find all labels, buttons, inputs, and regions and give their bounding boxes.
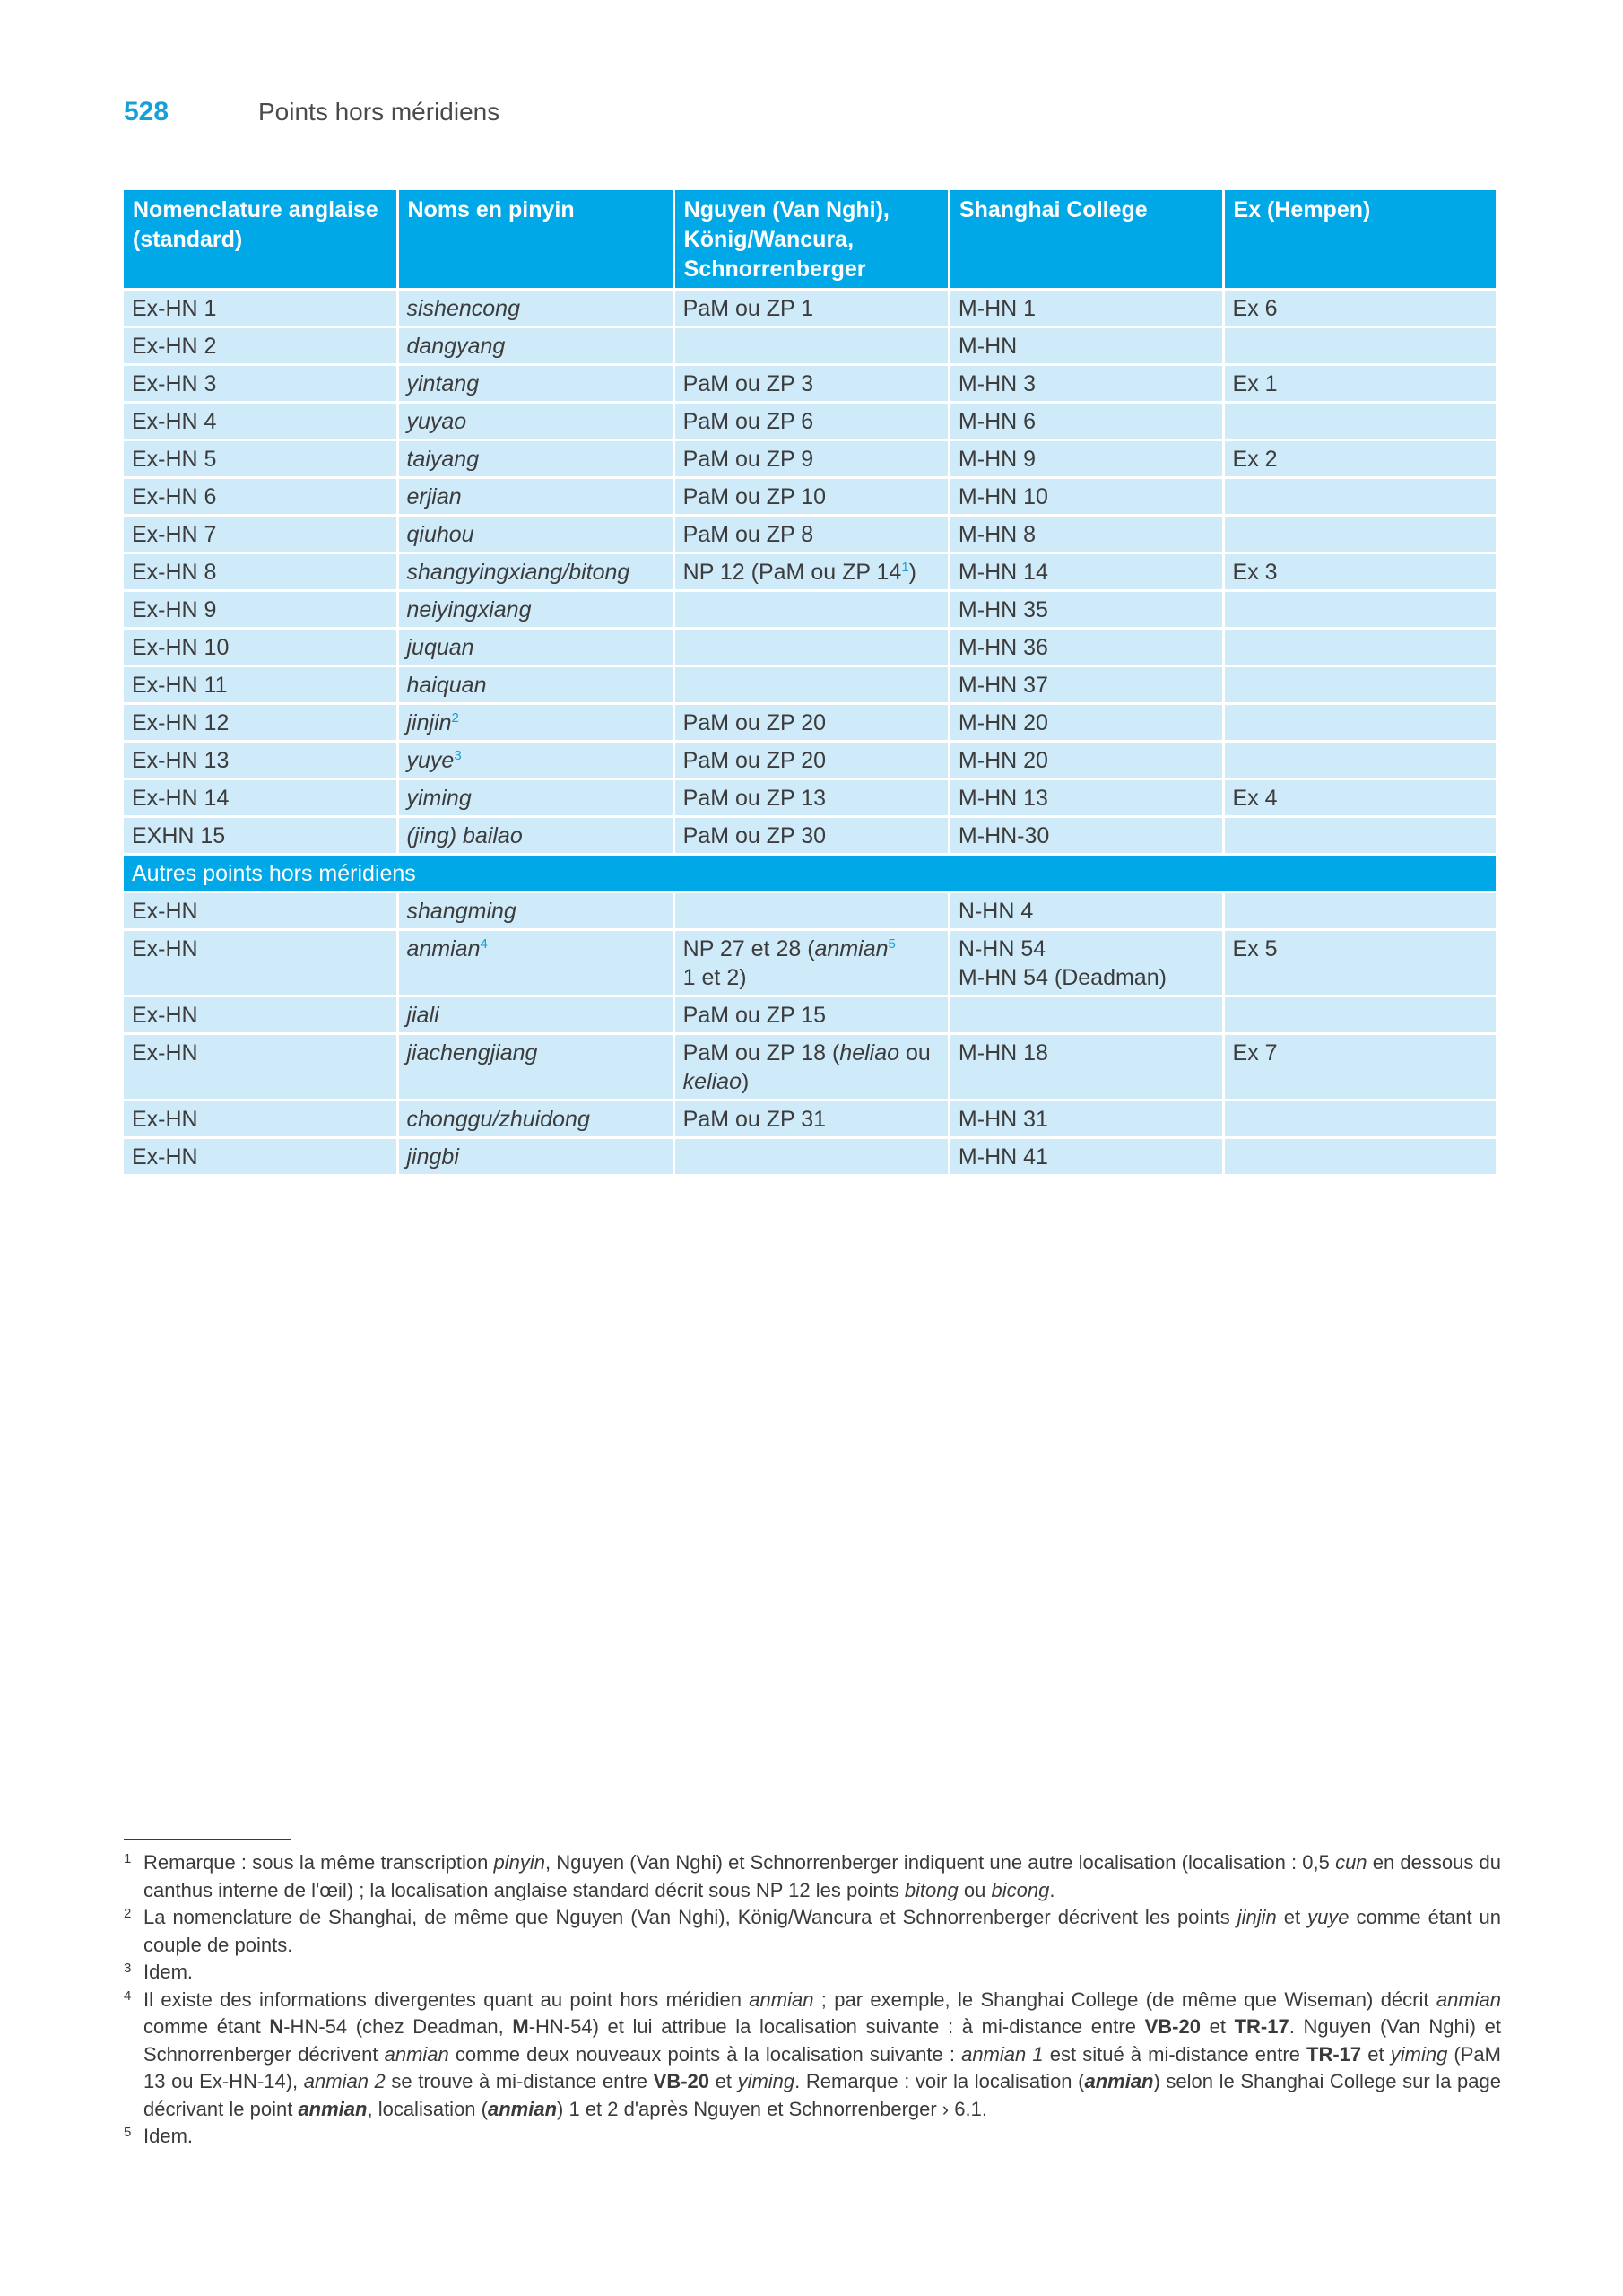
cell-nom: Ex-HN 3: [124, 366, 396, 404]
fn-seg: -HN-54 (chez Deadman,: [283, 2015, 513, 2038]
cell-nguyen: PaM ou ZP 10: [675, 479, 948, 517]
fn-seg: Remarque : sous la même transcription: [143, 1851, 494, 1874]
footnote-number: 3: [124, 1961, 132, 1976]
footnote-number: 4: [124, 1987, 132, 2004]
header-text: Ex (Hempen): [1233, 197, 1371, 222]
table-row: [124, 893, 1496, 931]
cell-nom: Ex-HN 2: [124, 328, 396, 366]
fn-seg: ) selon le Shanghai College sur la page décrivant le point: [143, 2070, 1501, 2120]
fn-seg: . Nguyen (Van Nghi) et Schnorrenberger décrivent: [143, 2015, 1501, 2066]
cell-hempen: Ex 6: [1225, 291, 1496, 328]
cell-shanghai: M-HN 3: [950, 366, 1222, 404]
cell-line: [683, 1039, 940, 1067]
fn-seg: ) 1 et 2 d'après Nguyen et Schnorrenberger › 6.1.: [557, 2097, 987, 2120]
fn-seg: anmian: [384, 2042, 449, 2066]
fn-seg: La nomenclature de Shanghai, de même que Nguyen (Van Nghi), König/Wancura et Schnorrenberger décrivent les points: [143, 1906, 1237, 1928]
cell-nguyen: [675, 1035, 948, 1101]
cell-nguyen: PaM ou ZP 9: [675, 441, 948, 479]
cell-shanghai: M-HN: [950, 328, 1222, 366]
cell-pinyin: dangyang: [399, 328, 673, 366]
fn-seg: , localisation (: [367, 2097, 488, 2120]
cell-nom: Ex-HN: [124, 893, 396, 931]
table-row: [124, 592, 1496, 630]
cell-text: anmian: [406, 936, 481, 961]
fn-seg: anmian: [298, 2097, 368, 2120]
footnote-number: 2: [124, 1906, 132, 1921]
fn-seg: anmian: [487, 2097, 558, 2120]
page-number: 528: [124, 97, 169, 126]
table-header-row: [124, 190, 1496, 291]
cell-hempen: [1225, 328, 1496, 366]
cell-nom: Ex-HN 11: [124, 667, 396, 705]
cell-hempen: [1225, 667, 1496, 705]
table-row: [124, 366, 1496, 404]
fn-seg: yuye: [1307, 1906, 1350, 1928]
fn-seg: -HN-54) et lui attribue la localisation suivante : à mi-distance entre: [528, 2015, 1145, 2038]
cell-hempen: Ex 7: [1225, 1035, 1496, 1101]
cell-pinyin: sishencong: [399, 291, 673, 328]
cell-hempen: [1225, 997, 1496, 1035]
cell-shanghai: [950, 997, 1222, 1035]
header-text: Nomenclature anglaise: [133, 197, 378, 222]
cell-nguyen: PaM ou ZP 30: [675, 818, 948, 856]
cell-text: PaM ou ZP 18 (: [682, 1040, 840, 1065]
header-nomenclature: [124, 190, 396, 291]
cell-nguyen: [675, 554, 948, 592]
section-label: Autres points hors méridiens: [124, 856, 1496, 893]
cell-shanghai: M-HN 37: [950, 667, 1222, 705]
footnotes: [124, 1839, 1501, 2151]
cell-nguyen: [675, 328, 948, 366]
cell-hempen: [1225, 705, 1496, 743]
cell-text: ): [742, 1069, 750, 1094]
cell-pinyin: [399, 705, 673, 743]
cell-pinyin: qiuhou: [399, 517, 673, 554]
fn-seg: . Remarque : voir la localisation (: [794, 2070, 1085, 2092]
cell-nguyen: [675, 667, 948, 705]
fn-seg: TR-17: [1306, 2042, 1362, 2066]
footnote-ref[interactable]: 5: [888, 936, 896, 952]
cell-line: [683, 1067, 940, 1096]
cell-nguyen: [675, 931, 948, 997]
cell-pinyin: [399, 931, 673, 997]
cell-line: N-HN 54: [958, 936, 1046, 961]
cell-hempen: [1225, 818, 1496, 856]
fn-seg: comme étant: [143, 2015, 270, 2038]
table-row: [124, 997, 1496, 1035]
cell-nom: Ex-HN 14: [124, 780, 396, 818]
cell-shanghai: M-HN 14: [950, 554, 1222, 592]
cell-shanghai: [950, 931, 1222, 997]
cell-hempen: Ex 5: [1225, 931, 1496, 997]
footnote-ref[interactable]: 3: [454, 748, 462, 763]
cell-pinyin: yiming: [399, 780, 673, 818]
cell-nom: Ex-HN: [124, 1035, 396, 1101]
fn-seg: se trouve à mi-distance entre: [385, 2070, 654, 2092]
footnote-number: 1: [124, 1851, 132, 1866]
cell-hempen: [1225, 1139, 1496, 1177]
fn-seg: M: [512, 2015, 529, 2038]
table-row: [124, 780, 1496, 818]
cell-pinyin: shangming: [399, 893, 673, 931]
cell-nguyen: PaM ou ZP 15: [675, 997, 948, 1035]
footnote-1: [124, 1849, 1501, 1904]
cell-pinyin: yuyao: [399, 404, 673, 441]
cell-shanghai: N-HN 4: [950, 893, 1222, 931]
cell-pinyin: neiyingxiang: [399, 592, 673, 630]
table-row: [124, 479, 1496, 517]
cell-nguyen: [675, 893, 948, 931]
table-row: [124, 705, 1496, 743]
header-nguyen: [675, 190, 948, 291]
table-row: [124, 441, 1496, 479]
table-row: [124, 667, 1496, 705]
cell-hempen: Ex 2: [1225, 441, 1496, 479]
fn-seg: jinjin: [1237, 1906, 1277, 1928]
footnote-text: [143, 1987, 1501, 2124]
cell-shanghai: M-HN 31: [950, 1101, 1222, 1139]
fn-seg: bitong: [904, 1878, 959, 1901]
cell-nguyen: PaM ou ZP 8: [675, 517, 948, 554]
cell-shanghai: M-HN 41: [950, 1139, 1222, 1177]
cell-nguyen: [675, 592, 948, 630]
cell-hempen: [1225, 743, 1496, 780]
cell-pinyin: chonggu/zhuidong: [399, 1101, 673, 1139]
table-row: [124, 517, 1496, 554]
cell-nom: Ex-HN 10: [124, 630, 396, 667]
cell-shanghai: M-HN 10: [950, 479, 1222, 517]
table-row: [124, 818, 1496, 856]
header-text: Shanghai College: [959, 197, 1148, 222]
fn-seg: , Nguyen (Van Nghi) et Schnorrenberger indiquent une autre localisation (localisation : 0,5: [544, 1851, 1336, 1874]
footnote-text: Idem.: [143, 2125, 194, 2147]
cell-shanghai: M-HN 36: [950, 630, 1222, 667]
fn-seg: ; par exemple, le Shanghai College (de même que Wiseman) décrit: [813, 1987, 1436, 2011]
cell-shanghai: M-HN 6: [950, 404, 1222, 441]
cell-nguyen: PaM ou ZP 20: [675, 743, 948, 780]
table-row: [124, 1101, 1496, 1139]
cell-pinyin: haiquan: [399, 667, 673, 705]
page-header: [124, 97, 499, 133]
cell-hempen: [1225, 479, 1496, 517]
fn-seg: yiming: [1390, 2042, 1448, 2066]
cell-nguyen: [675, 630, 948, 667]
header-text: König/Wancura,: [683, 227, 855, 252]
cell-nom: Ex-HN 8: [124, 554, 396, 592]
fn-seg: et: [709, 2070, 738, 2092]
table-row: [124, 404, 1496, 441]
footnote-ref[interactable]: 4: [480, 936, 488, 952]
cell-shanghai: M-HN 18: [950, 1035, 1222, 1101]
footnote-5: [124, 2123, 1501, 2151]
cell-nguyen: PaM ou ZP 1: [675, 291, 948, 328]
cell-shanghai: M-HN 8: [950, 517, 1222, 554]
cell-text: ou: [899, 1040, 931, 1065]
cell-pinyin: yintang: [399, 366, 673, 404]
fn-seg: et: [1361, 2042, 1391, 2066]
cell-hempen: Ex 3: [1225, 554, 1496, 592]
table-row: [124, 630, 1496, 667]
cell-hempen: [1225, 404, 1496, 441]
fn-seg: anmian: [749, 1987, 814, 2011]
cell-nguyen: PaM ou ZP 20: [675, 705, 948, 743]
cell-hempen: Ex 4: [1225, 780, 1496, 818]
fn-seg: TR-17: [1234, 2015, 1289, 2038]
cell-nguyen: PaM ou ZP 13: [675, 780, 948, 818]
header-text: Nguyen (Van Nghi),: [683, 197, 890, 222]
cell-text: NP 12 (PaM ou ZP 14: [682, 560, 902, 585]
header-text: (standard): [133, 227, 243, 252]
header-pinyin: [399, 190, 673, 291]
cell-nom: Ex-HN 6: [124, 479, 396, 517]
header-hempen: [1225, 190, 1496, 291]
fn-seg: bicong: [991, 1878, 1050, 1901]
fn-seg: .: [1049, 1878, 1055, 1901]
header-shanghai: [950, 190, 1222, 291]
header-text: Schnorrenberger: [683, 257, 866, 282]
cell-line: 1 et 2): [682, 965, 747, 990]
fn-seg: et: [1200, 2015, 1235, 2038]
fn-seg: N: [269, 2015, 284, 2038]
cell-text: keliao: [682, 1069, 742, 1094]
cell-pinyin: shangyingxiang/bitong: [399, 554, 673, 592]
cell-hempen: [1225, 517, 1496, 554]
cell-hempen: [1225, 630, 1496, 667]
cell-nguyen: PaM ou ZP 6: [675, 404, 948, 441]
fn-seg: anmian 2: [303, 2070, 386, 2092]
cell-nom: Ex-HN: [124, 931, 396, 997]
cell-text: NP 27 et 28 (: [682, 936, 815, 961]
table-row: [124, 1139, 1496, 1177]
cell-text: yuye: [406, 748, 455, 773]
cell-hempen: [1225, 1101, 1496, 1139]
fn-seg: anmian: [1084, 2070, 1154, 2092]
cell-pinyin: jiachengjiang: [399, 1035, 673, 1101]
cell-nom: Ex-HN 7: [124, 517, 396, 554]
cell-nom: Ex-HN: [124, 1101, 396, 1139]
cell-nguyen: PaM ou ZP 31: [675, 1101, 948, 1139]
cell-shanghai: M-HN 9: [950, 441, 1222, 479]
cell-text: anmian: [814, 936, 889, 961]
table-row: [124, 328, 1496, 366]
fn-seg: ou: [958, 1878, 992, 1901]
footnote-text: [143, 1904, 1501, 1959]
cell-nom: Ex-HN 5: [124, 441, 396, 479]
footnote-text: Idem.: [143, 1961, 194, 1983]
fn-seg: VB-20: [653, 2070, 710, 2092]
table-row: [124, 931, 1496, 997]
fn-seg: Il existe des informations divergentes quant au point hors méridien: [143, 1987, 750, 2011]
cell-line: M-HN 54 (Deadman): [958, 965, 1167, 990]
cell-shanghai: M-HN 13: [950, 780, 1222, 818]
cell-nom: Ex-HN 1: [124, 291, 396, 328]
cell-nom: EXHN 15: [124, 818, 396, 856]
cell-nguyen: PaM ou ZP 3: [675, 366, 948, 404]
cell-text: jinjin: [406, 710, 452, 735]
cell-pinyin: (jing) bailao: [399, 818, 673, 856]
cell-nom: Ex-HN: [124, 1139, 396, 1177]
footnote-2: [124, 1904, 1501, 1959]
fn-seg: est situé à mi-distance entre: [1043, 2042, 1307, 2066]
header-text: Noms en pinyin: [407, 197, 575, 222]
footnote-ref[interactable]: 1: [901, 560, 909, 575]
cell-pinyin: jingbi: [399, 1139, 673, 1177]
cell-pinyin: juquan: [399, 630, 673, 667]
footnote-3: [124, 1959, 1501, 1987]
cell-hempen: [1225, 893, 1496, 931]
cell-pinyin: jiali: [399, 997, 673, 1035]
fn-seg: yiming: [737, 2070, 795, 2092]
cell-hempen: Ex 1: [1225, 366, 1496, 404]
table-row: [124, 554, 1496, 592]
cell-shanghai: M-HN 35: [950, 592, 1222, 630]
cell-text: ): [908, 560, 916, 585]
fn-seg: comme deux nouveaux points à la localisation suivante :: [448, 2042, 962, 2066]
cell-pinyin: erjian: [399, 479, 673, 517]
fn-seg: anmian: [1436, 1987, 1501, 2011]
table-row: [124, 1035, 1496, 1101]
cell-line: [683, 935, 940, 963]
cell-nom: Ex-HN 12: [124, 705, 396, 743]
footnote-rule: [124, 1839, 291, 1840]
cell-nguyen: [675, 1139, 948, 1177]
footnote-4: [124, 1987, 1501, 2124]
cell-shanghai: M-HN 20: [950, 705, 1222, 743]
fn-seg: et: [1276, 1906, 1308, 1928]
cell-nom: Ex-HN 4: [124, 404, 396, 441]
fn-seg: anmian 1: [961, 2042, 1044, 2066]
fn-seg: VB-20: [1144, 2015, 1201, 2038]
fn-seg: (PaM 13 ou Ex-HN-14),: [143, 2042, 1501, 2092]
table-row: [124, 743, 1496, 780]
fn-seg: en dessous du canthus interne de l'œil) ; la localisation anglaise standard décrit sous NP 12 les points: [143, 1851, 1501, 1901]
cell-nom: Ex-HN 9: [124, 592, 396, 630]
cell-shanghai: M-HN 20: [950, 743, 1222, 780]
table-row: [124, 291, 1496, 328]
points-table: [121, 190, 1498, 1177]
cell-text: heliao: [839, 1040, 900, 1065]
cell-hempen: [1225, 592, 1496, 630]
cell-nom: Ex-HN: [124, 997, 396, 1035]
cell-shanghai: M-HN 1: [950, 291, 1222, 328]
footnote-number: 5: [124, 2125, 132, 2140]
cell-pinyin: [399, 743, 673, 780]
fn-seg: cun: [1335, 1851, 1367, 1874]
fn-seg: comme étant un couple de points.: [143, 1906, 1501, 1956]
running-title: Points hors méridiens: [258, 98, 500, 126]
fn-seg: pinyin: [493, 1851, 545, 1874]
cell-pinyin: taiyang: [399, 441, 673, 479]
section-row: [124, 856, 1496, 893]
cell-nom: Ex-HN 13: [124, 743, 396, 780]
footnote-text: [143, 1849, 1501, 1904]
footnote-ref[interactable]: 2: [451, 710, 459, 726]
cell-shanghai: M-HN-30: [950, 818, 1222, 856]
